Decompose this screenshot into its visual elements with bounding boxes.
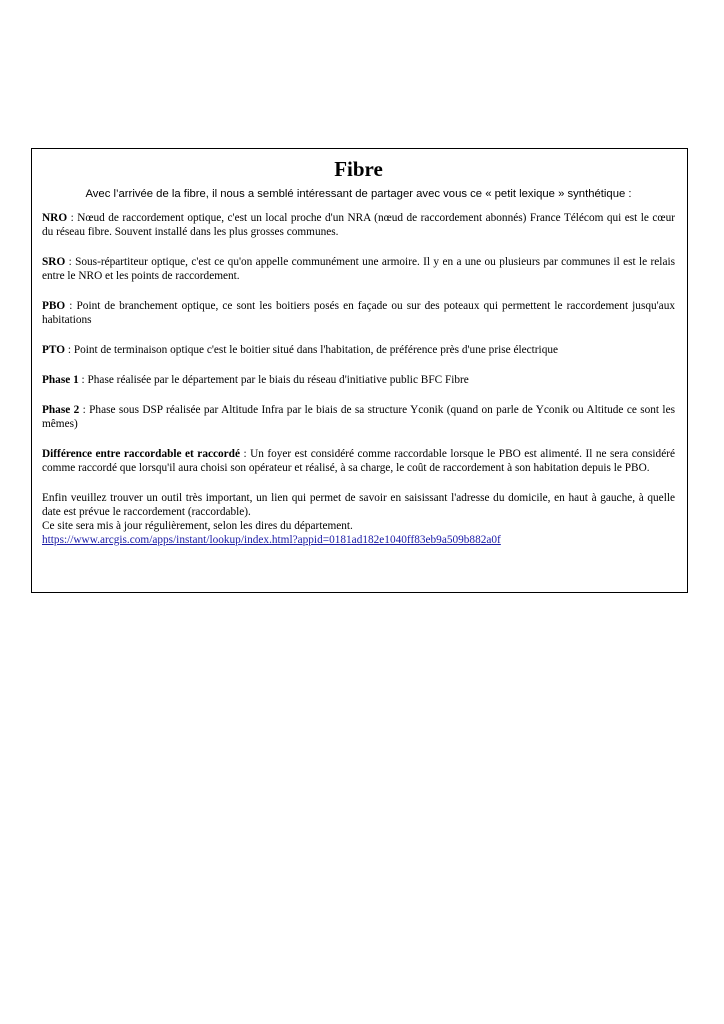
entry-phase-2 — [42, 403, 675, 431]
arcgis-lookup-link[interactable]: https://www.arcgis.com/apps/instant/lookup/index.html?appid=0181ad182e1040ff83eb9a509b882a0f — [42, 534, 501, 546]
definition-pto: : Point de terminaison optique c'est le boitier situé dans l'habitation, de préférence près d'une prise électrique — [65, 344, 559, 356]
entry-sro — [42, 255, 675, 283]
closing-paragraph — [42, 491, 675, 547]
entry-phase-1 — [42, 373, 675, 387]
closing-line-2: Ce site sera mis à jour régulièrement, selon les dires du département. — [42, 520, 353, 532]
term-difference: Différence entre raccordable et raccordé — [42, 448, 240, 460]
term-phase-2: Phase 2 — [42, 404, 80, 416]
definition-nro: : Nœud de raccordement optique, c'est un local proche d'un NRA (nœud de raccordement abonnés) France Télécom qui est le cœur du réseau fibre. Souvent installé dans les plus grosses communes. — [42, 212, 675, 238]
definition-pbo: : Point de branchement optique, ce sont les boitiers posés en façade ou sur des poteaux qui permettent le raccordement jusqu'aux habitations — [42, 300, 675, 326]
definition-difference: : Un foyer est considéré comme raccordable lorsque le PBO est alimenté. Il ne sera considéré comme raccordé que lorsqu'il aura choisi son opérateur et réalisé, à sa charge, le coût de raccordement à son habitation depuis le PBO. — [42, 448, 675, 474]
intro-text: Avec l’arrivée de la fibre, il nous a semblé intéressant de partager avec vous ce « petit lexique » synthétique : — [85, 188, 632, 200]
entry-difference — [42, 447, 675, 475]
entry-pto — [42, 343, 675, 357]
entry-nro — [42, 211, 675, 239]
term-pbo: PBO — [42, 300, 66, 312]
lexique-frame — [31, 148, 688, 593]
page-title: Fibre — [334, 157, 383, 181]
closing-line-1: Enfin veuillez trouver un outil très important, un lien qui permet de savoir en saisissant l'adresse du domicile, en haut à gauche, à quelle date est prévue le raccordement (raccordable). — [42, 492, 675, 518]
term-sro: SRO — [42, 256, 66, 268]
definition-phase-2: : Phase sous DSP réalisée par Altitude Infra par le biais de sa structure Yconik (quand on parle de Yconik ou Altitude ce sont les mêmes) — [42, 404, 675, 430]
term-nro: NRO — [42, 212, 68, 224]
definition-sro: : Sous-répartiteur optique, c'est ce qu'on appelle communément une armoire. Il y en a une ou plusieurs par communes il est le relais entre le NRO et les points de raccordement. — [42, 256, 675, 282]
definition-phase-1: : Phase réalisée par le département par le biais du réseau d'initiative public BFC Fibre — [78, 374, 469, 386]
term-pto: PTO — [42, 344, 66, 356]
term-phase-1: Phase 1 — [42, 374, 79, 386]
entry-pbo — [42, 299, 675, 327]
